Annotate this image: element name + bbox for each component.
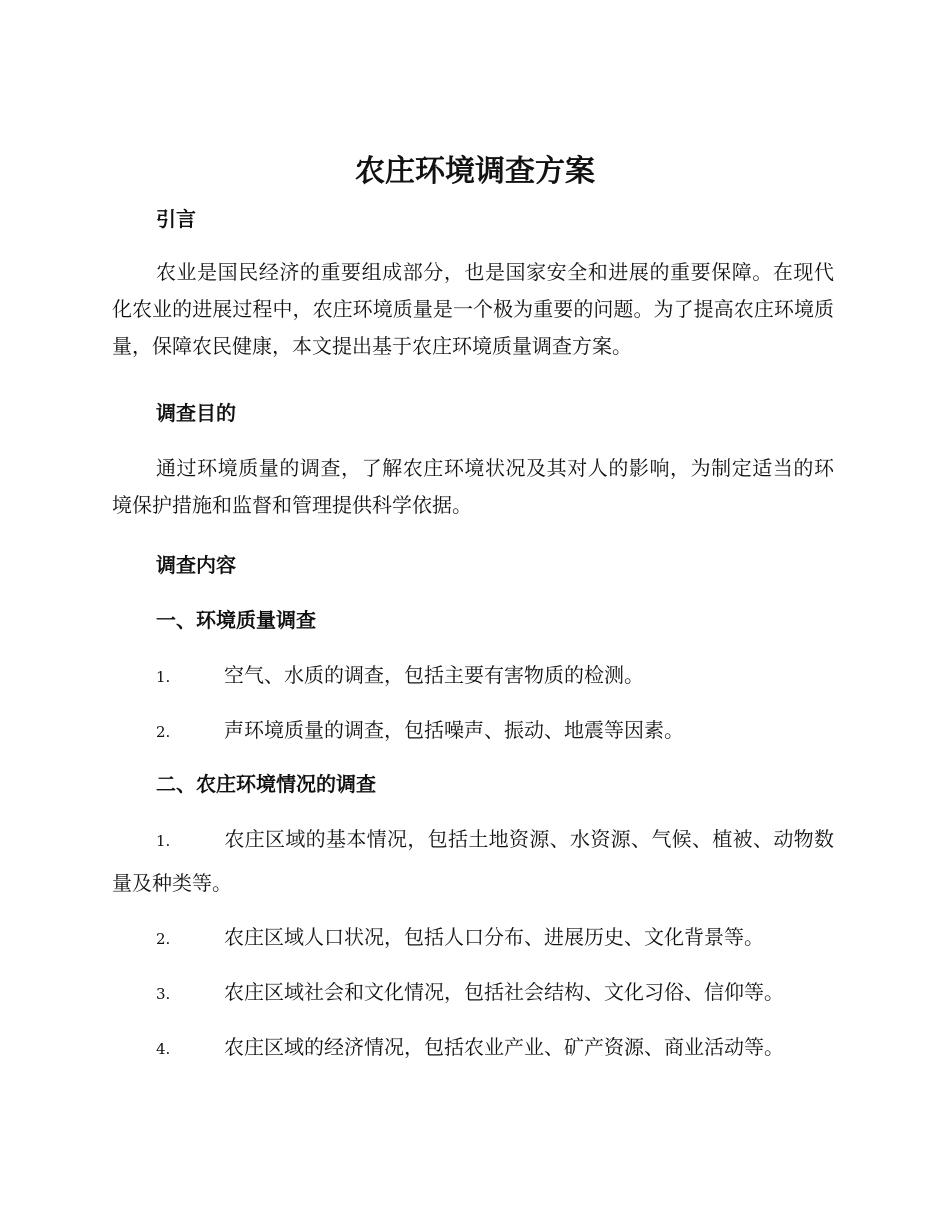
list-item: 2. 声环境质量的调查，包括噪声、振动、地震等因素。 <box>156 718 684 742</box>
subsection-heading-farm-conditions: 二、农庄环境情况的调查 <box>156 772 376 796</box>
purpose-paragraph: 通过环境质量的调查，了解农庄环境状况及其对人的影响，为制定适当的环境保护措施和监督和管理提供科学依据。 <box>112 456 834 517</box>
document-title: 农庄环境调查方案 <box>355 154 595 189</box>
list-item-text: 空气、水质的调查，包括主要有害物质的检测。 <box>224 663 644 687</box>
list-item: 1. 农庄区域的基本情况，包括土地资源、水资源、气候、植被、动物数量及种类等。 <box>112 827 834 895</box>
section-heading-content: 调查内容 <box>156 553 236 577</box>
intro-paragraph: 农业是国民经济的重要组成部分，也是国家安全和进展的重要保障。在现代化农业的进展过程中，农庄环境质量是一个极为重要的问题。为了提高农庄环境质量，保障农民健康，本文提出基于农庄环境质量调查方案。 <box>112 260 834 358</box>
subsection-heading-environment-quality: 一、环境质量调查 <box>156 608 316 632</box>
list-item-text: 农庄区域的基本情况，包括土地资源、水资源、气候、植被、动物数量及种类等。 <box>112 827 834 895</box>
list-item-text: 声环境质量的调查，包括噪声、振动、地震等因素。 <box>224 718 684 742</box>
list-item: 1. 空气、水质的调查，包括主要有害物质的检测。 <box>156 663 644 687</box>
list-item: 3. 农庄区域社会和文化情况，包括社会结构、文化习俗、信仰等。 <box>156 980 784 1004</box>
list-item: 2. 农庄区域人口状况，包括人口分布、进展历史、文化背景等。 <box>156 925 764 949</box>
list-item: 4. 农庄区域的经济情况，包括农业产业、矿产资源、商业活动等。 <box>156 1035 784 1059</box>
list-item-text: 农庄区域人口状况，包括人口分布、进展历史、文化背景等。 <box>224 925 764 949</box>
section-heading-intro: 引言 <box>156 207 196 231</box>
list-item-text: 农庄区域的经济情况，包括农业产业、矿产资源、商业活动等。 <box>224 1035 784 1059</box>
section-heading-purpose: 调查目的 <box>156 401 236 425</box>
list-item-text: 农庄区域社会和文化情况，包括社会结构、文化习俗、信仰等。 <box>224 980 784 1004</box>
